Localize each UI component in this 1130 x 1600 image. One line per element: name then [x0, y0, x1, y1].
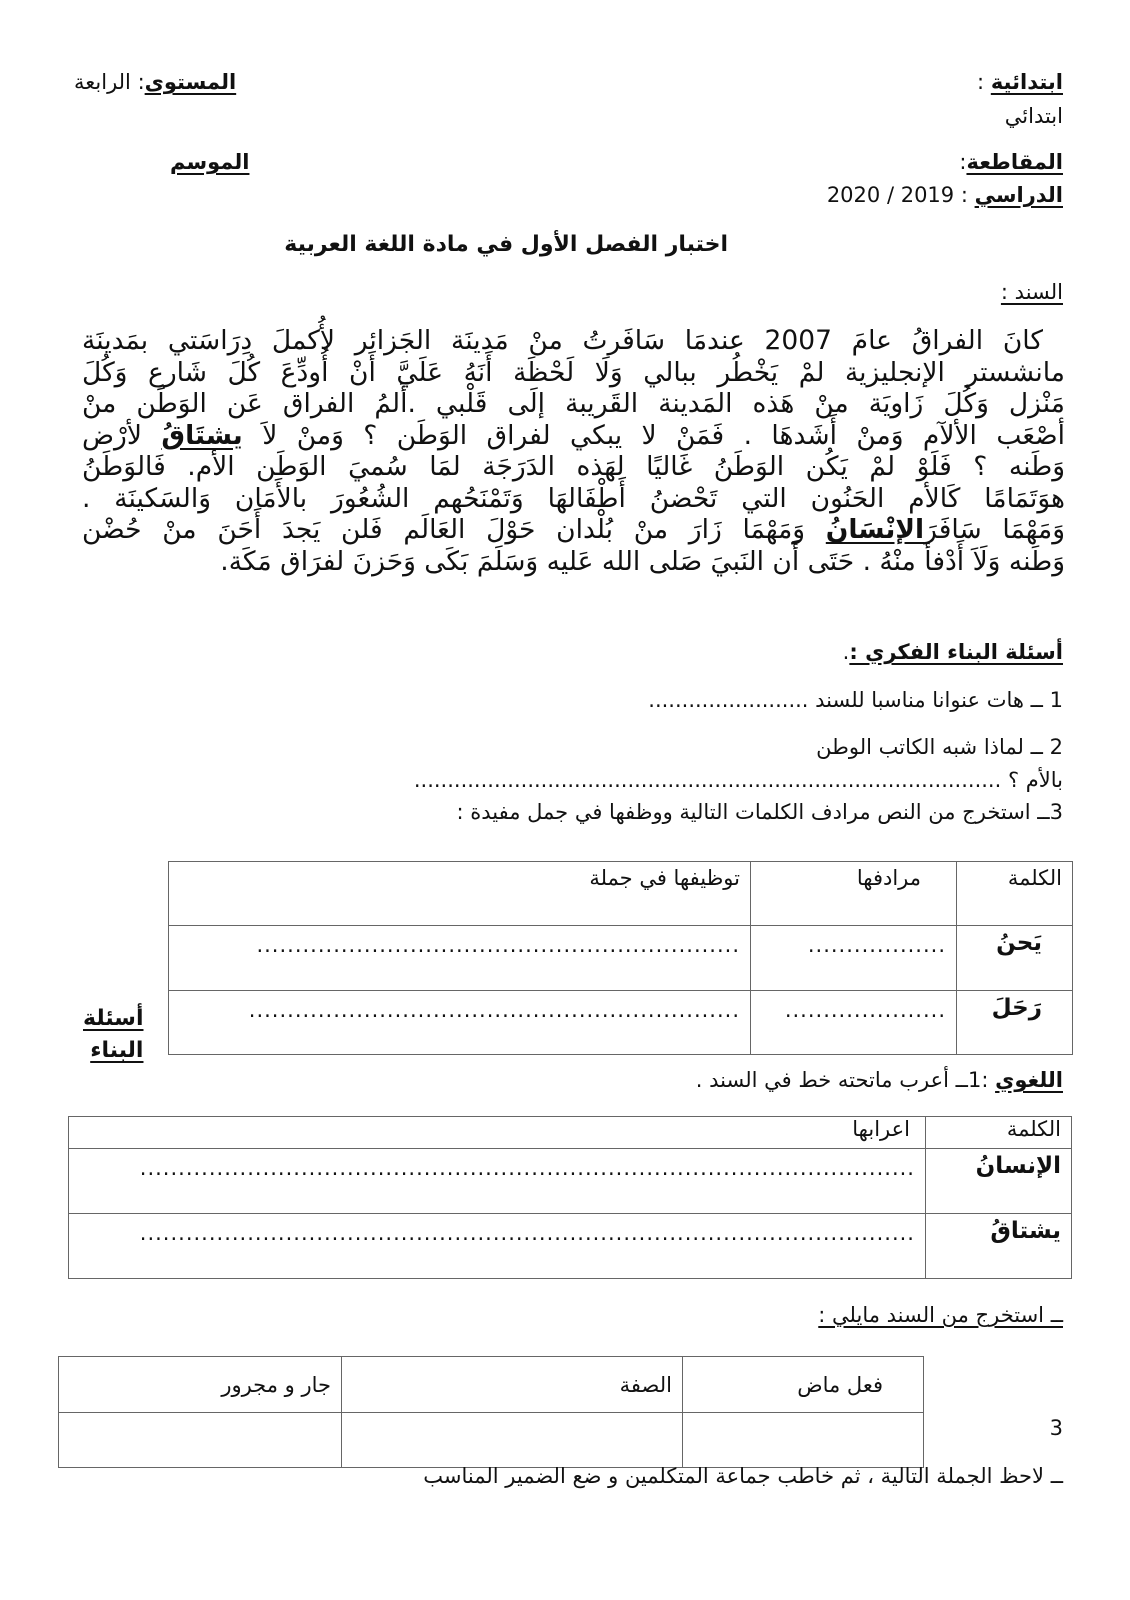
school-year-field: [827, 183, 1063, 207]
header-word: الكلمة: [957, 862, 1073, 926]
intellectual-heading: أسئلة البناء الفكري :: [849, 640, 1063, 664]
synonym-answer-field[interactable]: ..................: [751, 926, 957, 991]
passage-text: لأرْض: [82, 419, 142, 451]
header-preposition: جار و مجرور: [59, 1357, 342, 1413]
linguistic-q1: :1ــ أعرب ماتحته خط في السند .: [695, 1068, 996, 1092]
side-label-line-2: البناء: [90, 1038, 144, 1063]
header-synonym: مرادفها: [751, 862, 957, 926]
row-word: الإنسانُ: [926, 1149, 1072, 1214]
passage-line: وَطَنه ؟ فَلَوْ لمْ يَكُن الوَطَنُ غَاليًا لهَذه الدَرَجَة لمَا سُميَ الوَطَن الأم. فَالوَطَنُ: [82, 451, 1065, 482]
synonym-answer-field[interactable]: .....................: [751, 991, 957, 1055]
sentence-answer-field[interactable]: ................................................................: [169, 991, 751, 1055]
header-sentence: توظيفها في جملة: [169, 862, 751, 926]
table-row: [169, 991, 1073, 1055]
school-value: ابتدائي: [1004, 104, 1063, 128]
section-label: المقاطعة: [966, 150, 1063, 174]
question-1: 1 ــ هات عنوانا مناسبا للسند ........................: [648, 688, 1063, 712]
table-header-row: [169, 862, 1073, 926]
level-field: [74, 70, 236, 94]
linguistic-heading: اللغوي: [995, 1068, 1063, 1092]
school-field: [977, 70, 1063, 94]
linguistic-q1-row: [696, 1068, 1063, 1092]
header-parsing: اعرابها: [69, 1117, 926, 1149]
table-row: [169, 926, 1073, 991]
table-header-row: [69, 1117, 1072, 1149]
synonyms-table: [168, 861, 1073, 1055]
exam-title: اختبار الفصل الأول في مادة اللغة العربية: [284, 232, 728, 257]
extract-instruction: ــ استخرج من السند مايلي :: [818, 1303, 1063, 1327]
header-adjective: الصفة: [342, 1357, 683, 1413]
underlined-word-yashtaq: يشتَاقُ: [161, 419, 243, 451]
passage-line: [82, 420, 1065, 452]
row-word: رَحَلَ: [957, 991, 1073, 1055]
passage-text: أصْعَب الألآم وَمنْ أَشَدهَا . فَمَنْ لا يبكي لفراق الوَطَن ؟ وَمنْ لاَ: [262, 419, 1065, 451]
passage-text: وَمَهْمَا سَافَرَ: [924, 514, 1065, 545]
passage-line: وَطَنه وَلَاَ أَدْفأ منْهُ . حَتَى أَن النَبيَ صَلى الله عَليه وَسَلَمَ بَكَى وَحَزنَ لفرَاق مَكَة.: [220, 545, 1065, 577]
parsing-table: [68, 1116, 1072, 1279]
header-word: الكلمة: [926, 1117, 1072, 1149]
table-header-row: [59, 1357, 924, 1413]
parsing-answer-field[interactable]: .....................................................................................................: [69, 1214, 926, 1279]
question-2-line-2: بالأم ؟ ........................................................................................: [413, 768, 1063, 792]
row-word: يشتاقُ: [926, 1214, 1072, 1279]
school-year-label: الدراسي: [974, 183, 1063, 207]
school-label: ابتدائية: [990, 70, 1063, 94]
school-year-value: : 2019 / 2020: [826, 183, 975, 207]
extract-table: [58, 1356, 924, 1468]
sentence-answer-field[interactable]: ...............................................................: [169, 926, 751, 991]
section-field: [959, 150, 1063, 174]
heading-dot: .: [842, 640, 850, 664]
row-word: يَحنُ: [957, 926, 1073, 991]
section-colon: :: [959, 150, 967, 174]
passage-line: [82, 514, 1065, 546]
preposition-answer-field[interactable]: [59, 1413, 342, 1468]
adjective-answer-field[interactable]: [342, 1413, 683, 1468]
header-past-verb: فعل ماض: [683, 1357, 924, 1413]
table-row: [69, 1149, 1072, 1214]
table-row: [59, 1413, 924, 1468]
passage-text: وَمَهْمَا زَارَ منْ بُلْدان حَوْلَ العَالَم فَلن يَجدَ أَحَنَ منْ حُضْن: [82, 514, 806, 545]
side-label: [83, 1003, 143, 1067]
question-3-instruction: ــ لاحظ الجملة التالية ، ثم خاطب جماعة المتكلمين و ضع الضمير المناسب: [423, 1464, 1063, 1488]
passage-line: هوَتَمَامًا كَالأم الحَنُون التي تَحْضنُ أَطْفَالهَا وَتَمْنَحُهم الشُعُورَ بالأَمَان وَالسَكينَة .: [82, 482, 1065, 514]
question-3-number: 3: [1049, 1416, 1063, 1440]
level-value: : الرابعة: [74, 70, 145, 94]
level-label: المستوى: [144, 70, 237, 94]
passage-line: مانشستر الإنجليزية لمْ يَخْطُر ببالي وَلَا لَحْظَة أَنَهُ عَلَيَّ أَنْ أُودِّعَ كُلَ شَارع وَكُلَ: [82, 356, 1065, 388]
question-2-line-1: 2 ــ لماذا شبه الكاتب الوطن: [816, 735, 1063, 759]
question-3: 3ــ استخرج من النص مرادف الكلمات التالية ووظفها في جمل مفيدة :: [456, 800, 1063, 824]
underlined-word-insan: الإنْسَانُ: [825, 514, 925, 545]
passage-line: كانَ الفراقُ عامَ 2007 عندمَا سَافَرتُ منْ مَدينَة الجَزائر لأُكملَ دِرَاسَتي بمَدينَة: [82, 325, 1043, 356]
season-label: الموسم: [170, 150, 250, 174]
side-label-line-1: أسئلة: [83, 1006, 144, 1031]
school-colon: :: [977, 70, 991, 94]
past-verb-answer-field[interactable]: [683, 1413, 924, 1468]
source-passage: [82, 325, 1065, 577]
parsing-answer-field[interactable]: .....................................................................................................: [69, 1149, 926, 1214]
passage-line: مَنْزل وَكُلَ زَاويَة منْ هَذه المَدينة القَريبة إلَى قَلْبي .أَلمُ الفراق عَن الوَطَن منْ: [82, 388, 1065, 419]
table-row: [69, 1214, 1072, 1279]
intellectual-heading-row: [843, 640, 1063, 664]
source-label: السند :: [1000, 280, 1063, 304]
